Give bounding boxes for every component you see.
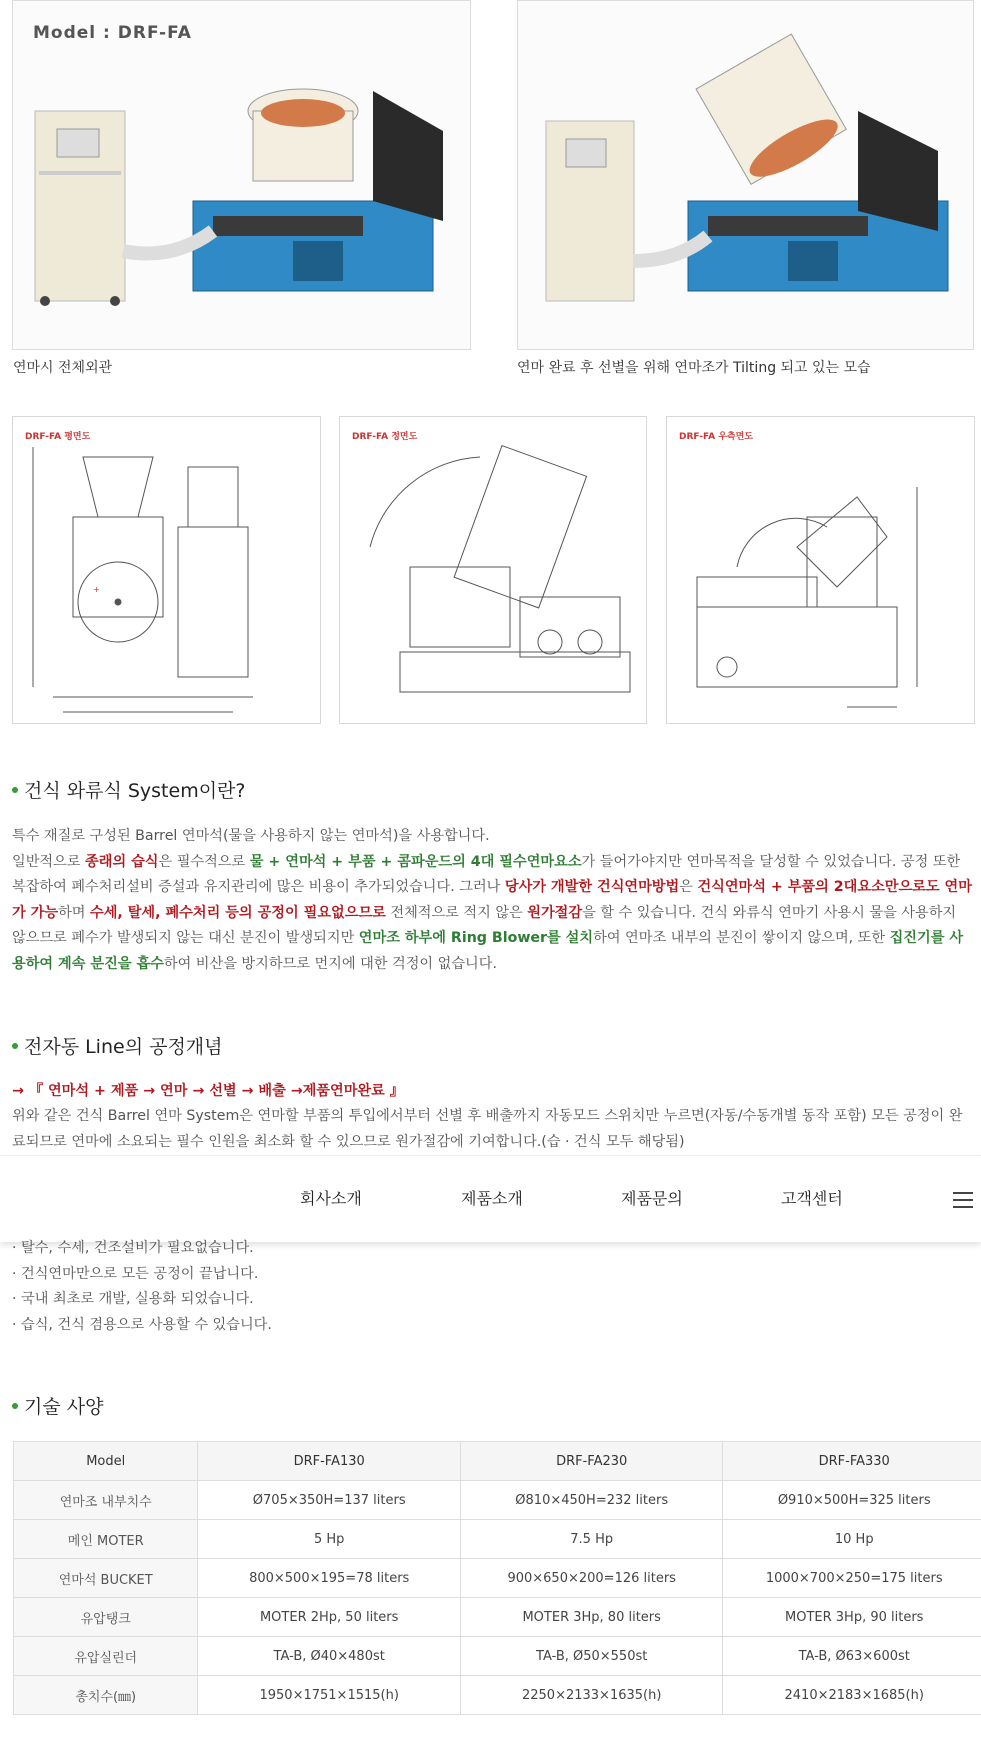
table-cell: Ø810×450H=232 liters [460,1481,723,1520]
diagram-front-view [339,416,647,724]
dry-system-description [12,824,974,978]
table-cell: 2410×2183×1685(h) [723,1676,981,1715]
section-heading-dry-system: 건식 와류식 System이란? [12,776,246,803]
nav-products[interactable]: 제품소개 [461,1189,523,1208]
side-drawing [667,417,974,723]
table-header-cell: DRF-FA230 [460,1442,723,1481]
table-header-cell: DRF-FA330 [723,1442,981,1481]
table-cell: Ø910×500H=325 liters [723,1481,981,1520]
machine-illustration [13,1,470,349]
table-cell: 5 Hp [198,1520,461,1559]
nav-company-intro[interactable]: 회사소개 [300,1189,362,1208]
feature-item: · 탈수, 수세, 건조설비가 필요없습니다. [12,1240,254,1256]
feature-item: · 국내 최초로 개발, 실용화 되었습니다. [12,1291,254,1308]
row-label: 유압탱크 [14,1598,198,1637]
row-label: 유압실린더 [14,1637,198,1676]
main-navigation-bar [0,1155,981,1242]
table-cell: TA-B, Ø40×480st [198,1637,461,1676]
section-heading-spec: 기술 사양 [12,1392,103,1419]
process-flow: → 『 연마석 + 제품 → 연마 → 선별 → 배출 →제품연마완료 』 [12,1083,404,1099]
table-header-cell: Model [14,1442,198,1481]
dry-system-paragraph: 일반적으로 종래의 습식은 필수적으로 물 + 연마석 + 부품 + 콤파운드의 4대 필수연마요소가 들어가야지만 연마목적을 달성할 수 있었습니다. 공정 또한 복잡하여 폐수처리설비 증설과 유지관리에 많은 비용이 추가되었습니다. 그러나 당사가 개발한 건식연마방법은 건식연마석 + 부품의 2대요소만으로도 연마가 가능하며 수세, 탈세, 폐수처리 등의 공정이 필요없으므로 전체적으로 적지 않은 원가절감을 할 수 있습니다. 건식 와류식 연마기 사용시 물을 사용하지 않으므로 폐수가 발생되지 않는 대신 분진이 발생되지만 연마조 하부에 Ring Blower를 설치하여 연마조 내부의 분진이 쌓이지 않으며, 또한 집진기를 사용하여 계속 분진을 흡수하여 비산을 방지하므로 먼지에 대한 걱정이 없습니다. [12,853,972,972]
machine-tilting-illustration [518,1,973,349]
table-header-cell: DRF-FA130 [198,1442,461,1481]
table-cell: 1000×700×250=175 liters [723,1559,981,1598]
diagram-title: DRF-FA 우측면도 [679,432,753,442]
feature-item: · 습식, 건식 겸용으로 사용할 수 있습니다. [12,1316,272,1333]
front-drawing [340,417,646,723]
table-row [14,1598,981,1637]
table-cell: 10 Hp [723,1520,981,1559]
spec-table [13,1441,981,1715]
dry-system-line1: 특수 재질로 구성된 Barrel 연마석(물을 사용하지 않는 연마석)을 사용합니다. [12,828,490,844]
feature-item: · 건식연마만으로 모든 공정이 끝납니다. [12,1265,259,1282]
feature-list [12,1236,272,1338]
table-cell: TA-B, Ø63×600st [723,1637,981,1676]
machine-photo-tilting [517,0,974,350]
row-label: 연마석 BUCKET [14,1559,198,1598]
hamburger-menu-icon[interactable] [953,1187,973,1213]
machine-photo-overview [12,0,471,350]
table-cell: 800×500×195=78 liters [198,1559,461,1598]
auto-line-description: 위와 같은 건식 Barrel 연마 System은 연마할 부품의 투입에서부터 선별 후 배출까지 자동모드 스위치만 누르면(자동/수동개별 동작 포함) 모든 공정이 완료되므로 연마에 소요되는 필수 인원을 최소화 할 수 있으므로 원가절감에 기여합니다.(습 · 건식 모두 해당됨) [12,1108,963,1150]
table-header-row [14,1442,981,1481]
nav-product-inquiry[interactable]: 제품문의 [621,1189,683,1208]
table-cell: 900×650×200=126 liters [460,1559,723,1598]
nav-customer-center[interactable]: 고객센터 [781,1189,843,1208]
model-label: Model : DRF-FA [33,23,192,43]
diagram-right-side-view [666,416,975,724]
diagram-plan-view [12,416,321,724]
bullet-icon [12,1043,18,1049]
table-cell: MOTER 3Hp, 80 liters [460,1598,723,1637]
table-cell: 7.5 Hp [460,1520,723,1559]
diagram-title: DRF-FA 평면도 [25,432,91,442]
table-cell: MOTER 3Hp, 90 liters [723,1598,981,1637]
table-row [14,1559,981,1598]
plan-drawing [13,417,320,723]
bullet-icon [12,1403,18,1409]
spec-table-wrapper [13,1441,981,1715]
table-row [14,1637,981,1676]
table-cell: 1950×1751×1515(h) [198,1676,461,1715]
table-cell: 2250×2133×1635(h) [460,1676,723,1715]
row-label: 메인 MOTER [14,1520,198,1559]
table-cell: MOTER 2Hp, 50 liters [198,1598,461,1637]
row-label: 총치수(㎜) [14,1676,198,1715]
section-heading-auto-line: 전자동 Line의 공정개념 [12,1032,223,1059]
svg-text:+: + [93,585,100,594]
table-row [14,1676,981,1715]
table-row [14,1520,981,1559]
table-row [14,1481,981,1520]
table-cell: TA-B, Ø50×550st [460,1637,723,1676]
table-cell: Ø705×350H=137 liters [198,1481,461,1520]
bullet-icon [12,787,18,793]
photo-caption-tilting: 연마 완료 후 선별을 위해 연마조가 Tilting 되고 있는 모습 [517,360,871,376]
row-label: 연마조 내부치수 [14,1481,198,1520]
diagram-title: DRF-FA 정면도 [352,432,418,442]
photo-caption-overview: 연마시 전체외관 [13,360,113,376]
